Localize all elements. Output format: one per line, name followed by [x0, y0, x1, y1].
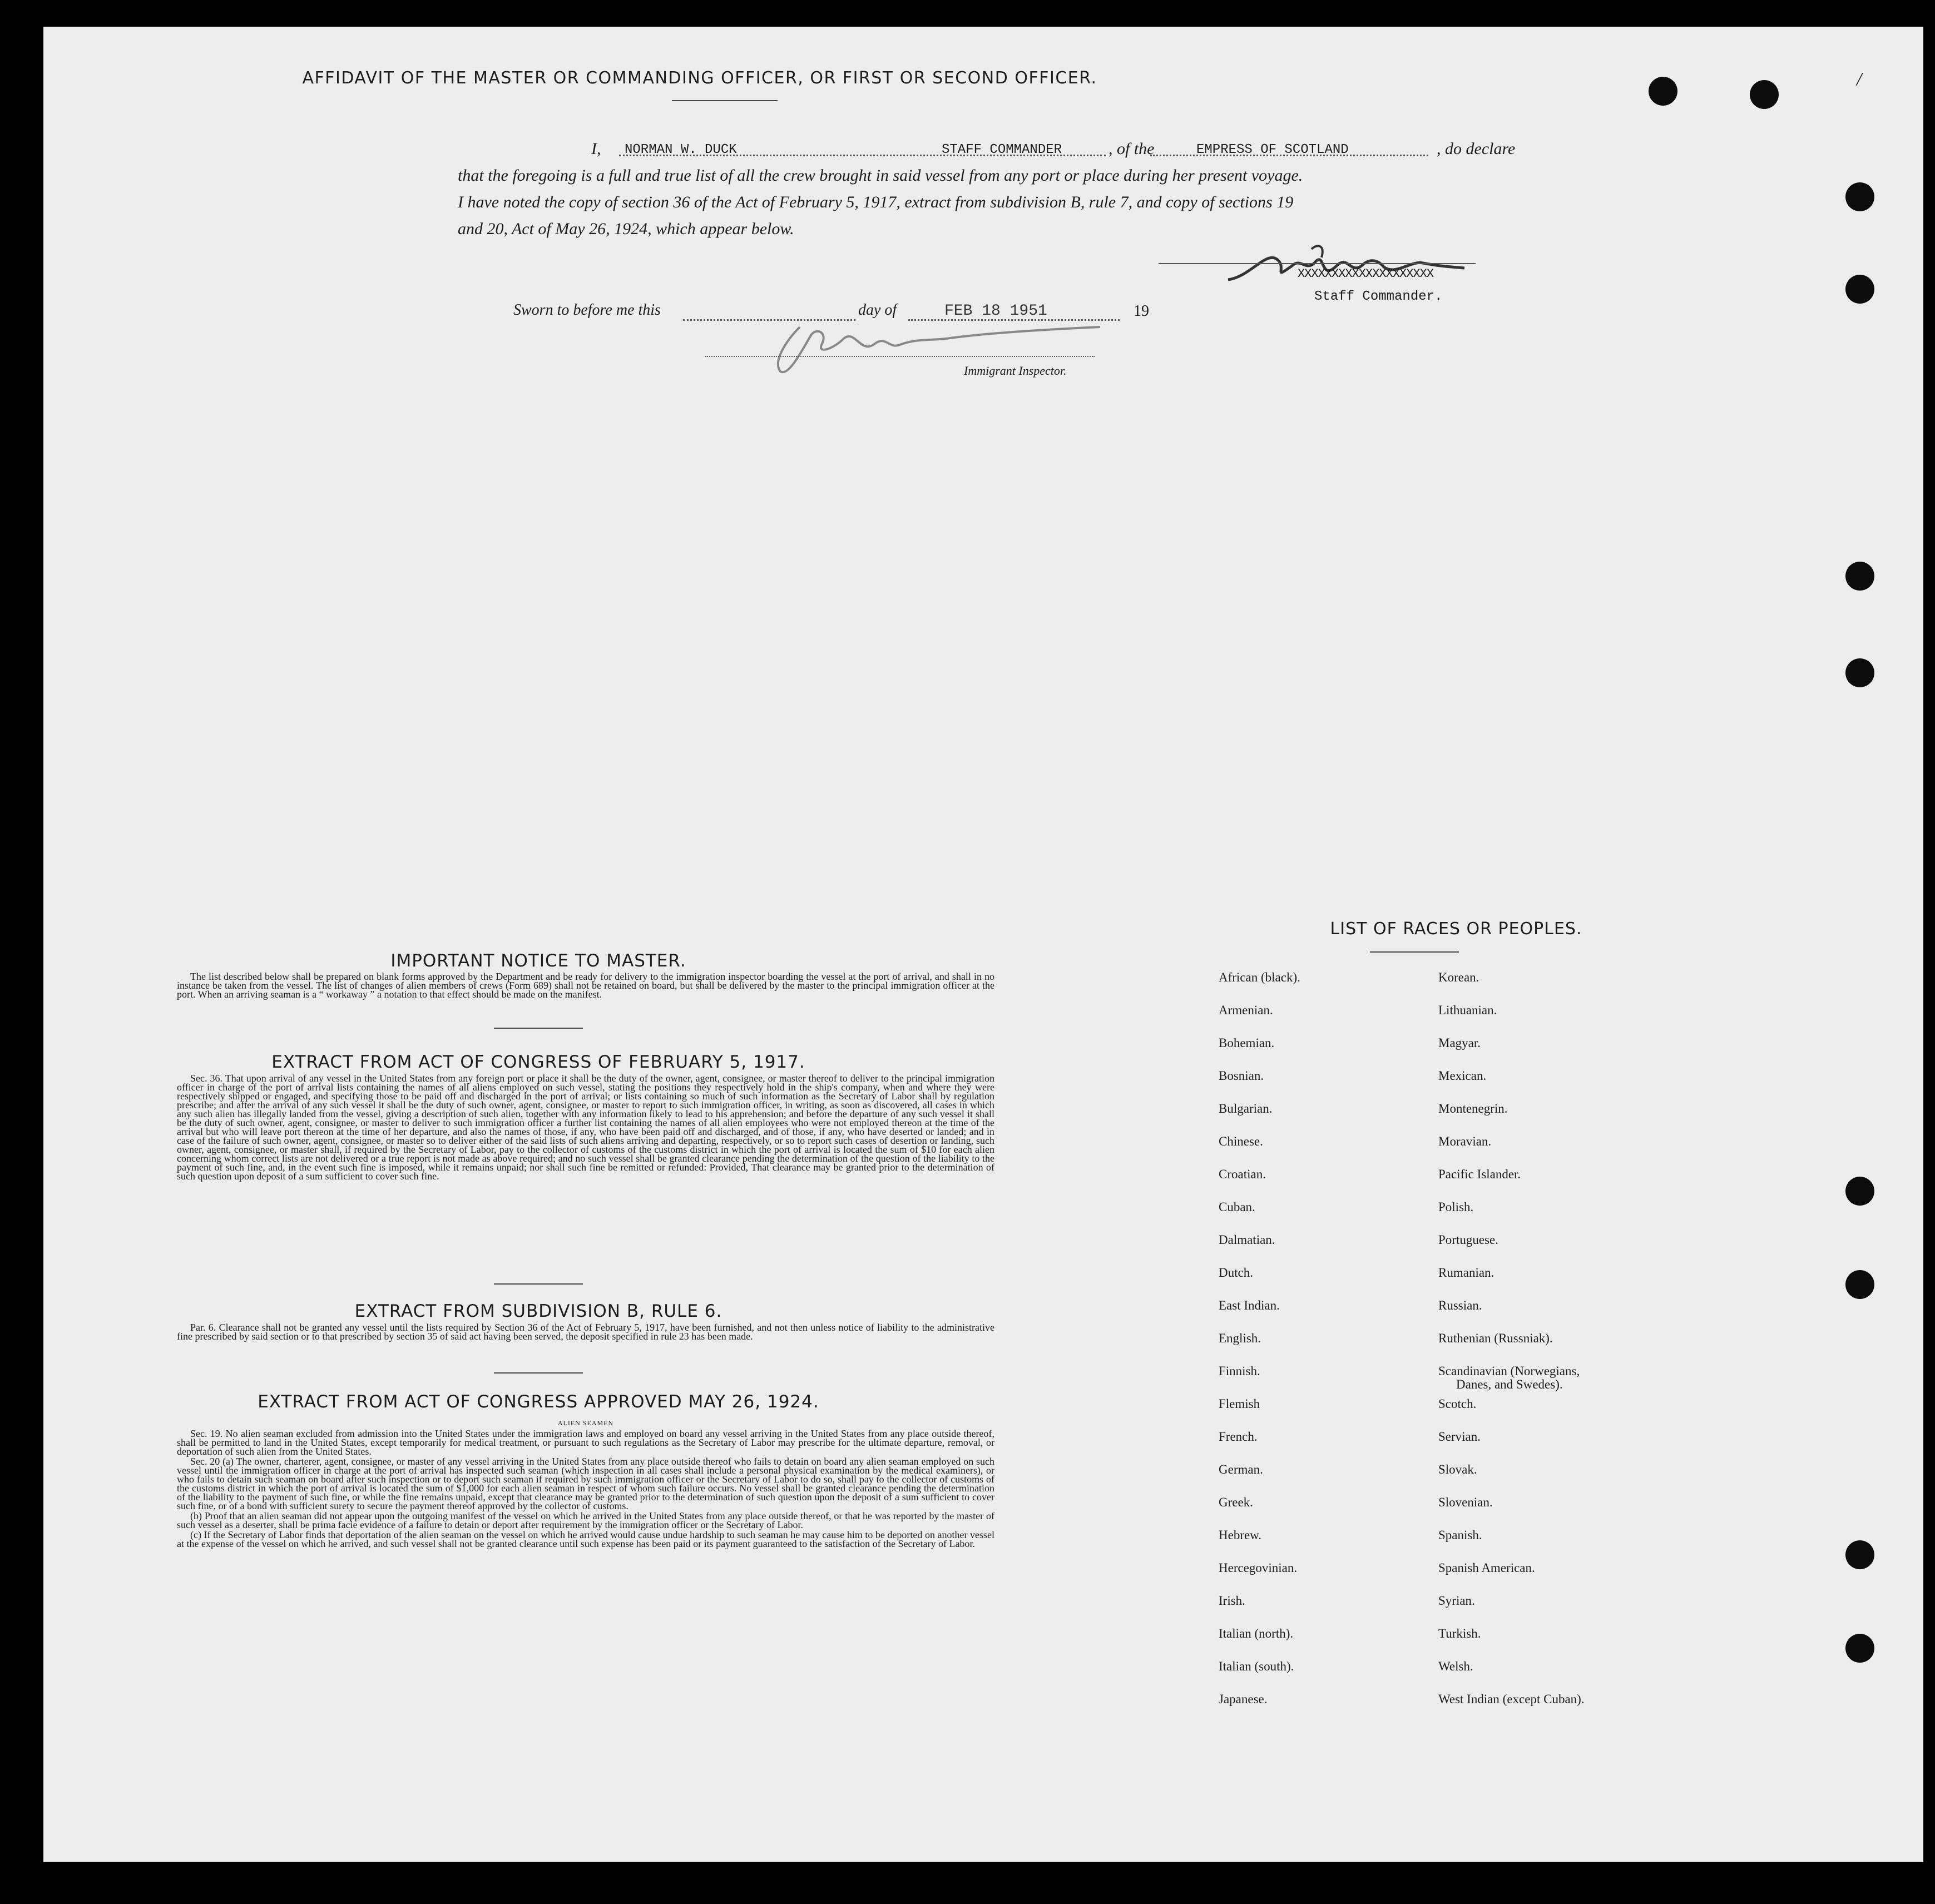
- declaration-prefix: I,: [591, 140, 601, 158]
- punch-hole: [1845, 1634, 1874, 1663]
- section-divider-1: [494, 1028, 583, 1029]
- race-left-21: Italian (north).: [1219, 1627, 1294, 1640]
- race-left-10: Dutch.: [1219, 1266, 1253, 1280]
- affidavit-title: AFFIDAVIT OF THE MASTER OR COMMANDING OFFICER, OR FIRST OR SECOND OFFICER.: [302, 68, 1097, 88]
- section-divider-2: [494, 1283, 583, 1285]
- race-left-7: Croatian.: [1219, 1167, 1266, 1181]
- punch-hole: [1845, 1540, 1874, 1569]
- vessel-name-field: EMPRESS OF SCOTLAND: [1196, 142, 1349, 157]
- day-of-text: day of: [858, 301, 897, 319]
- race-left-14: Flemish: [1219, 1397, 1260, 1411]
- race-right-14: Scotch.: [1438, 1397, 1477, 1411]
- page-mark: /: [1857, 69, 1862, 90]
- race-right-7: Pacific Islander.: [1438, 1167, 1521, 1181]
- extract-rule6-title: EXTRACT FROM SUBDIVISION B, RULE 6.: [354, 1301, 722, 1321]
- notice-body: The list described below shall be prepared on blank forms approved by the Department and be ready for delivery to the immigration inspector boarding the vessel at the port of arrival, and shall in no instance be taken from the vessel. The list of changes of alien members of crews (Form 689) shall not be retained on board, but shall be delivered by the master to the principal immigration officer at the port. When an arriving seaman is a “ workaway ” a notation to that effect should be made on the manifest.: [177, 971, 994, 1000]
- race-right-13: Scandinavian (Norwegians,: [1438, 1364, 1580, 1378]
- extract-1917-body: Sec. 36. That upon arrival of any vessel in the United States from any foreign port or place it shall be the duty of the owner, agent, consignee, or master thereof to deliver to the principal immigration officer in charge of the port of arrival lists containing the names of all aliens employed on such vessel, stating the positions they respectively hold in the ship's company, when and where they were respectively shipped or engaged, and specifying those to be paid off and discharged in the port of arrival; or lists containing so much of such information as the Secretary of Labor shall by regulation prescribe; and after the arrival of any such vessel it shall be the duty of such owner, agent, consignee, or master to report to such immigration officer, in writing, as soon as discovered, all cases in which any such alien has illegally landed from the vessel, giving a description of such alien, together with any information likely to lead to his apprehension; and before the departure of any such vessel it shall be the duty of such owner, agent, consignee, or master to deliver to such immigration officer a further list containing the names of all alien employees who were not employed thereon at the time of the arrival but who will leave port thereon at the time of her departure, and also the names of those, if any, who have been paid off and discharged, and of those, if any, who have deserted or landed; and in case of the failure of such owner, agent, consignee, or master so to deliver either of the said lists of such aliens arriving and departing, respectively, or so to report such cases of desertion or landing, such owner, agent, consignee, or master shall, if required by the Secretary of Labor, pay to the collector of customs of the customs district in which the port of arrival is located the sum of $10 for each alien concerning whom correct lists are not delivered or a true report is not made as above required; and no such vessel shall be granted clearance pending the determination of the question of the liability to the payment of such fine, and, in the event such fine is imposed, while it remains unpaid; nor shall such fine be remitted or refunded: Provided, That clearance may be granted prior to the determination of such question upon deposit of a sum sufficient to cover such fine.: [177, 1073, 994, 1182]
- race-left-1: African (black).: [1219, 970, 1300, 984]
- race-left-16: German.: [1219, 1462, 1263, 1476]
- year-prefix: 19: [1134, 303, 1149, 320]
- race-right-11: Russian.: [1438, 1298, 1482, 1312]
- race-right-10: Rumanian.: [1438, 1266, 1494, 1280]
- race-right-21: Turkish.: [1438, 1627, 1481, 1640]
- punch-hole: [1845, 182, 1874, 211]
- extract-1917-title: EXTRACT FROM ACT OF CONGRESS OF FEBRUARY 5, 1917.: [271, 1052, 805, 1072]
- race-left-8: Cuban.: [1219, 1200, 1255, 1214]
- declaration-line-4: and 20, Act of May 26, 1924, which appear below.: [458, 220, 794, 238]
- race-left-23: Japanese.: [1219, 1692, 1268, 1706]
- race-left-20: Irish.: [1219, 1594, 1245, 1608]
- race-left-2: Armenian.: [1219, 1003, 1273, 1017]
- punch-hole: [1845, 1177, 1874, 1206]
- race-right-8: Polish.: [1438, 1200, 1474, 1214]
- master-signature: [1217, 227, 1478, 294]
- section-divider-3: [494, 1372, 583, 1374]
- sworn-date-stamp: FEB 18 1951: [944, 303, 1047, 320]
- race-left-13: Finnish.: [1219, 1364, 1260, 1378]
- race-right-3: Magyar.: [1438, 1036, 1481, 1050]
- notice-title: IMPORTANT NOTICE TO MASTER.: [390, 951, 686, 971]
- race-left-12: English.: [1219, 1331, 1261, 1345]
- race-left-6: Chinese.: [1219, 1134, 1263, 1148]
- title-underline: [672, 100, 778, 101]
- extract-1924-body: [177, 1429, 994, 1549]
- punch-hole: [1845, 658, 1874, 687]
- vessel-dotted-line: [1150, 155, 1428, 156]
- inspector-label: Immigrant Inspector.: [964, 364, 1067, 378]
- race-right-22: Welsh.: [1438, 1659, 1473, 1673]
- sec-20a: Sec. 20 (a) The owner, charterer, agent, consignee, or master of any vessel arriving in the United States from any place outside thereof who fails to detain on board any alien seaman employed on such vessel until the immigration officer in charge at the port of arrival has inspected such seaman (which inspection in all cases shall include a personal physical examination by the medical examiners), or who fails to detain such seaman on board after such inspection or to deport such seaman if required by such immigration officer or the Secretary of Labor to do so, shall pay to the collector of customs of the customs district in which the port of arrival is located the sum of $1,000 for each alien seaman in respect of whom such failure occurs. No vessel shall be granted clearance pending the determination of the liability to the payment of such fine, or while the fine remains unpaid, except that clearance may be granted prior to the determination of such question upon the deposit of a sum sufficient to cover such fine, or of a bond with sufficient surety to secure the payment thereof approved by the collector of customs.: [177, 1456, 994, 1511]
- race-left-18: Hebrew.: [1219, 1528, 1262, 1542]
- race-right-5: Montenegrin.: [1438, 1102, 1508, 1115]
- race-right-18: Spanish.: [1438, 1528, 1482, 1542]
- sec-19: Sec. 19. No alien seaman excluded from admission into the United States under the immigration laws and employed on board any vessel arriving in the United States from any place outside thereof, shall be permitted to land in the United States, except temporarily for medical treatment, or pursuant to such regulations as the Secretary of Labor may prescribe for the ultimate departure, removal, or deportation of such alien from the United States.: [177, 1428, 994, 1457]
- struck-title: XXXXXXXXXXXXXXXXXXXX: [1298, 267, 1434, 281]
- alien-seamen-subtitle: ALIEN SEAMEN: [557, 1419, 614, 1427]
- race-right-12: Ruthenian (Russniak).: [1438, 1331, 1553, 1345]
- race-right-19: Spanish American.: [1438, 1561, 1535, 1575]
- race-right-17: Slovenian.: [1438, 1495, 1493, 1509]
- sec-20c: (c) If the Secretary of Labor finds that deportation of the alien seaman on the vessel on which he arrived would cause undue hardship to such seaman he may cause him to be deported on another vessel at the expense of the vessel on which he arrived, and such vessel shall not be granted clearance until such expense has been paid or its payment guaranteed to the satisfaction of the Secretary of Labor.: [177, 1529, 994, 1549]
- race-right-6: Moravian.: [1438, 1134, 1492, 1148]
- race-right-13-cont: Danes, and Swedes).: [1456, 1377, 1563, 1391]
- race-left-22: Italian (south).: [1219, 1659, 1294, 1673]
- race-left-3: Bohemian.: [1219, 1036, 1275, 1050]
- race-right-2: Lithuanian.: [1438, 1003, 1497, 1017]
- race-right-4: Mexican.: [1438, 1069, 1487, 1083]
- race-left-9: Dalmatian.: [1219, 1233, 1275, 1247]
- do-declare-text: , do declare: [1437, 140, 1516, 158]
- race-right-9: Portuguese.: [1438, 1233, 1498, 1247]
- punch-hole: [1649, 77, 1677, 106]
- race-right-23: West Indian (except Cuban).: [1438, 1692, 1585, 1706]
- race-left-4: Bosnian.: [1219, 1069, 1264, 1083]
- signature-line: [1159, 263, 1476, 264]
- race-right-20: Syrian.: [1438, 1594, 1475, 1608]
- extract-1924-title: EXTRACT FROM ACT OF CONGRESS APPROVED MAY 26, 1924.: [258, 1392, 819, 1412]
- race-left-17: Greek.: [1219, 1495, 1253, 1509]
- punch-hole: [1845, 562, 1874, 591]
- race-left-5: Bulgarian.: [1219, 1102, 1273, 1115]
- inspector-line: [705, 356, 1095, 357]
- extract-rule6-body: Par. 6. Clearance shall not be granted any vessel until the lists required by Section 36 of the Act of February 5, 1917, have been furnished, and not then unless notice of liability to the administrative fine prescribed by said section or to that prescribed by section 35 of said act having been served, the deposit specified in rule 23 has been made.: [177, 1322, 994, 1342]
- document-page: [43, 27, 1923, 1862]
- races-title-underline: [1370, 951, 1459, 953]
- race-right-1: Korean.: [1438, 970, 1479, 984]
- master-name-field: NORMAN W. DUCK: [625, 142, 737, 157]
- punch-hole: [1845, 275, 1874, 304]
- sworn-text: Sworn to before me this: [513, 301, 661, 319]
- master-rank-field: STAFF COMMANDER: [942, 142, 1062, 157]
- name-dotted-line: [619, 155, 1106, 156]
- race-right-15: Servian.: [1438, 1430, 1481, 1444]
- declaration-line-3: I have noted the copy of section 36 of the Act of February 5, 1917, extract from subdivision B, rule 7, and copy of sections 19: [458, 193, 1294, 211]
- declaration-line-2: that the foregoing is a full and true list of all the crew brought in said vessel from any port or place during her present voyage.: [458, 166, 1303, 185]
- race-left-15: French.: [1219, 1430, 1258, 1444]
- of-the-text: , of the: [1108, 140, 1155, 158]
- sec-20b: (b) Proof that an alien seaman did not appear upon the outgoing manifest of the vessel on which he arrived in the United States from any place outside thereof, or that he was reported by the master of such vessel as a deserter, shall be prima facie evidence of a failure to detain or deport after requirement by the immigration officer or the Secretary of Labor.: [177, 1510, 994, 1530]
- declaration-line-1: [458, 136, 1553, 162]
- race-left-19: Hercegovinian.: [1219, 1561, 1298, 1575]
- punch-hole: [1750, 80, 1779, 109]
- races-title: LIST OF RACES OR PEOPLES.: [1330, 919, 1582, 939]
- signer-title: Staff Commander.: [1314, 289, 1443, 304]
- punch-hole: [1845, 1270, 1874, 1299]
- race-right-16: Slovak.: [1438, 1462, 1477, 1476]
- race-left-11: East Indian.: [1219, 1298, 1280, 1312]
